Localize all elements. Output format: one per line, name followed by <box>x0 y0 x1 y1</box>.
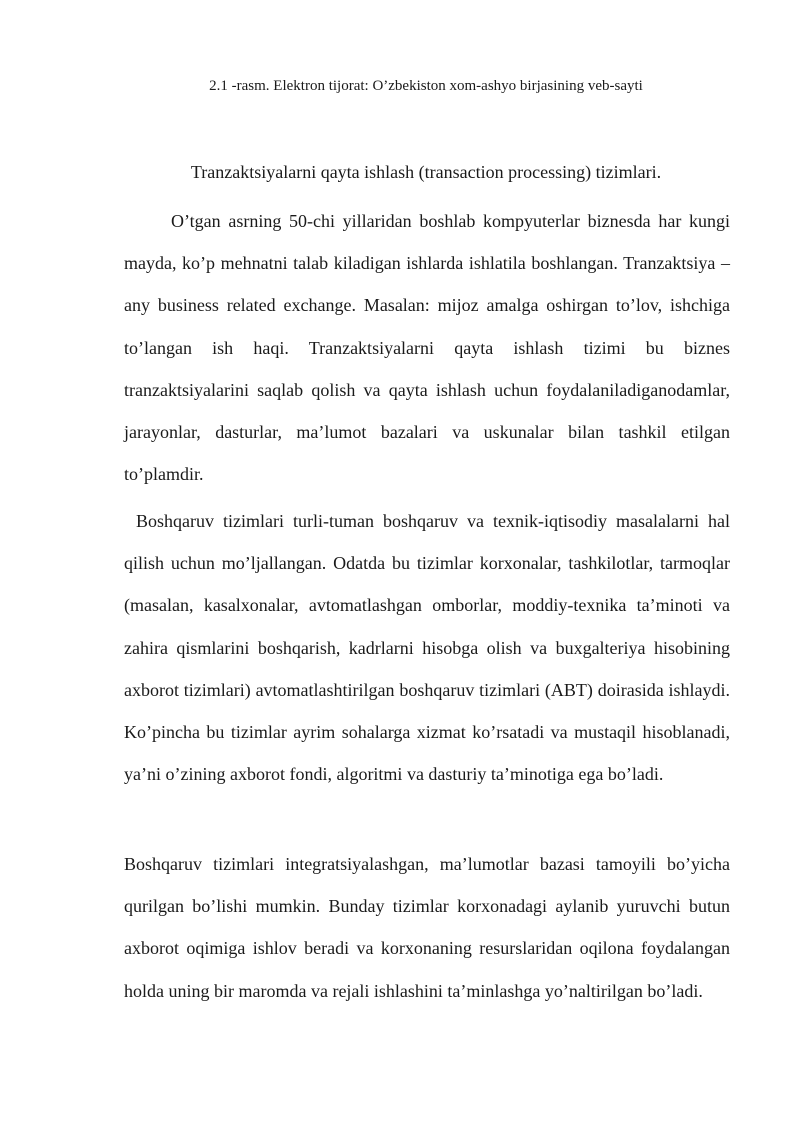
figure-caption: 2.1 -rasm. Elektron tijorat: O’zbekiston xom-ashyo birjasining veb-sayti <box>209 78 643 94</box>
section-title: Tranzaktsiyalarni qayta ishlash (transaction processing) tizimlari. <box>190 162 662 182</box>
paragraph-1: O’tgan asrning 50-chi yillaridan boshlab kompyuterlar biznesda har kungi mayda, ko’p mehnatni talab kiladigan ishlarda ishlatila boshlangan. Tranzaktsiya – any business related exchange. Masalan: mijoz amalga oshirgan to’lov, ishchiga to’langan ish haqi. Tranzaktsiyalarni qayta ishlash tizimi bu biznes tranzaktsiyalarini saqlab qolish va qayta ishlash uchun foydalaniladiganodamlar, jarayonlar, dasturlar, ma’lumot bazalari va uskunalar bilan tashkil etilgan to’plamdir. <box>124 211 730 485</box>
paragraph-3: Boshqaruv tizimlari integratsiyalashgan, ma’lumotlar bazasi tamoyili bo’yicha qurilgan bo’lishi mumkin. Bunday tizimlar korxonadagi aylanib yuruvchi butun axborot oqimiga ishlov beradi va korxonaning resurslaridan oqilona foydalangan holda uning bir maromda va rejali ishlashini ta’minlashga yo’naltirilgan bo’ladi. <box>124 854 730 1001</box>
paragraph-2: Boshqaruv tizimlari turli-tuman boshqaruv va texnik-iqtisodiy masalalarni hal qilish uchun mo’ljallangan. Odatda bu tizimlar korxonalar, tashkilotlar, tarmoqlar (masalan, kasalxonalar, avtomatlashgan omborlar, moddiy-texnika ta’minoti va zahira qismlarini boshqarish, kadrlarni hisobga olish va buxgalteriya hisobining axborot tizimlari) avtomatlashtirilgan boshqaruv tizimlari (ABT) doirasida ishlaydi. Ko’pincha bu tizimlar ayrim sohalarga xizmat ko’rsatadi va mustaqil hisoblanadi, ya’ni o’zining axborot fondi, algoritmi va dasturiy ta’minotiga ega bo’ladi. <box>124 511 730 785</box>
